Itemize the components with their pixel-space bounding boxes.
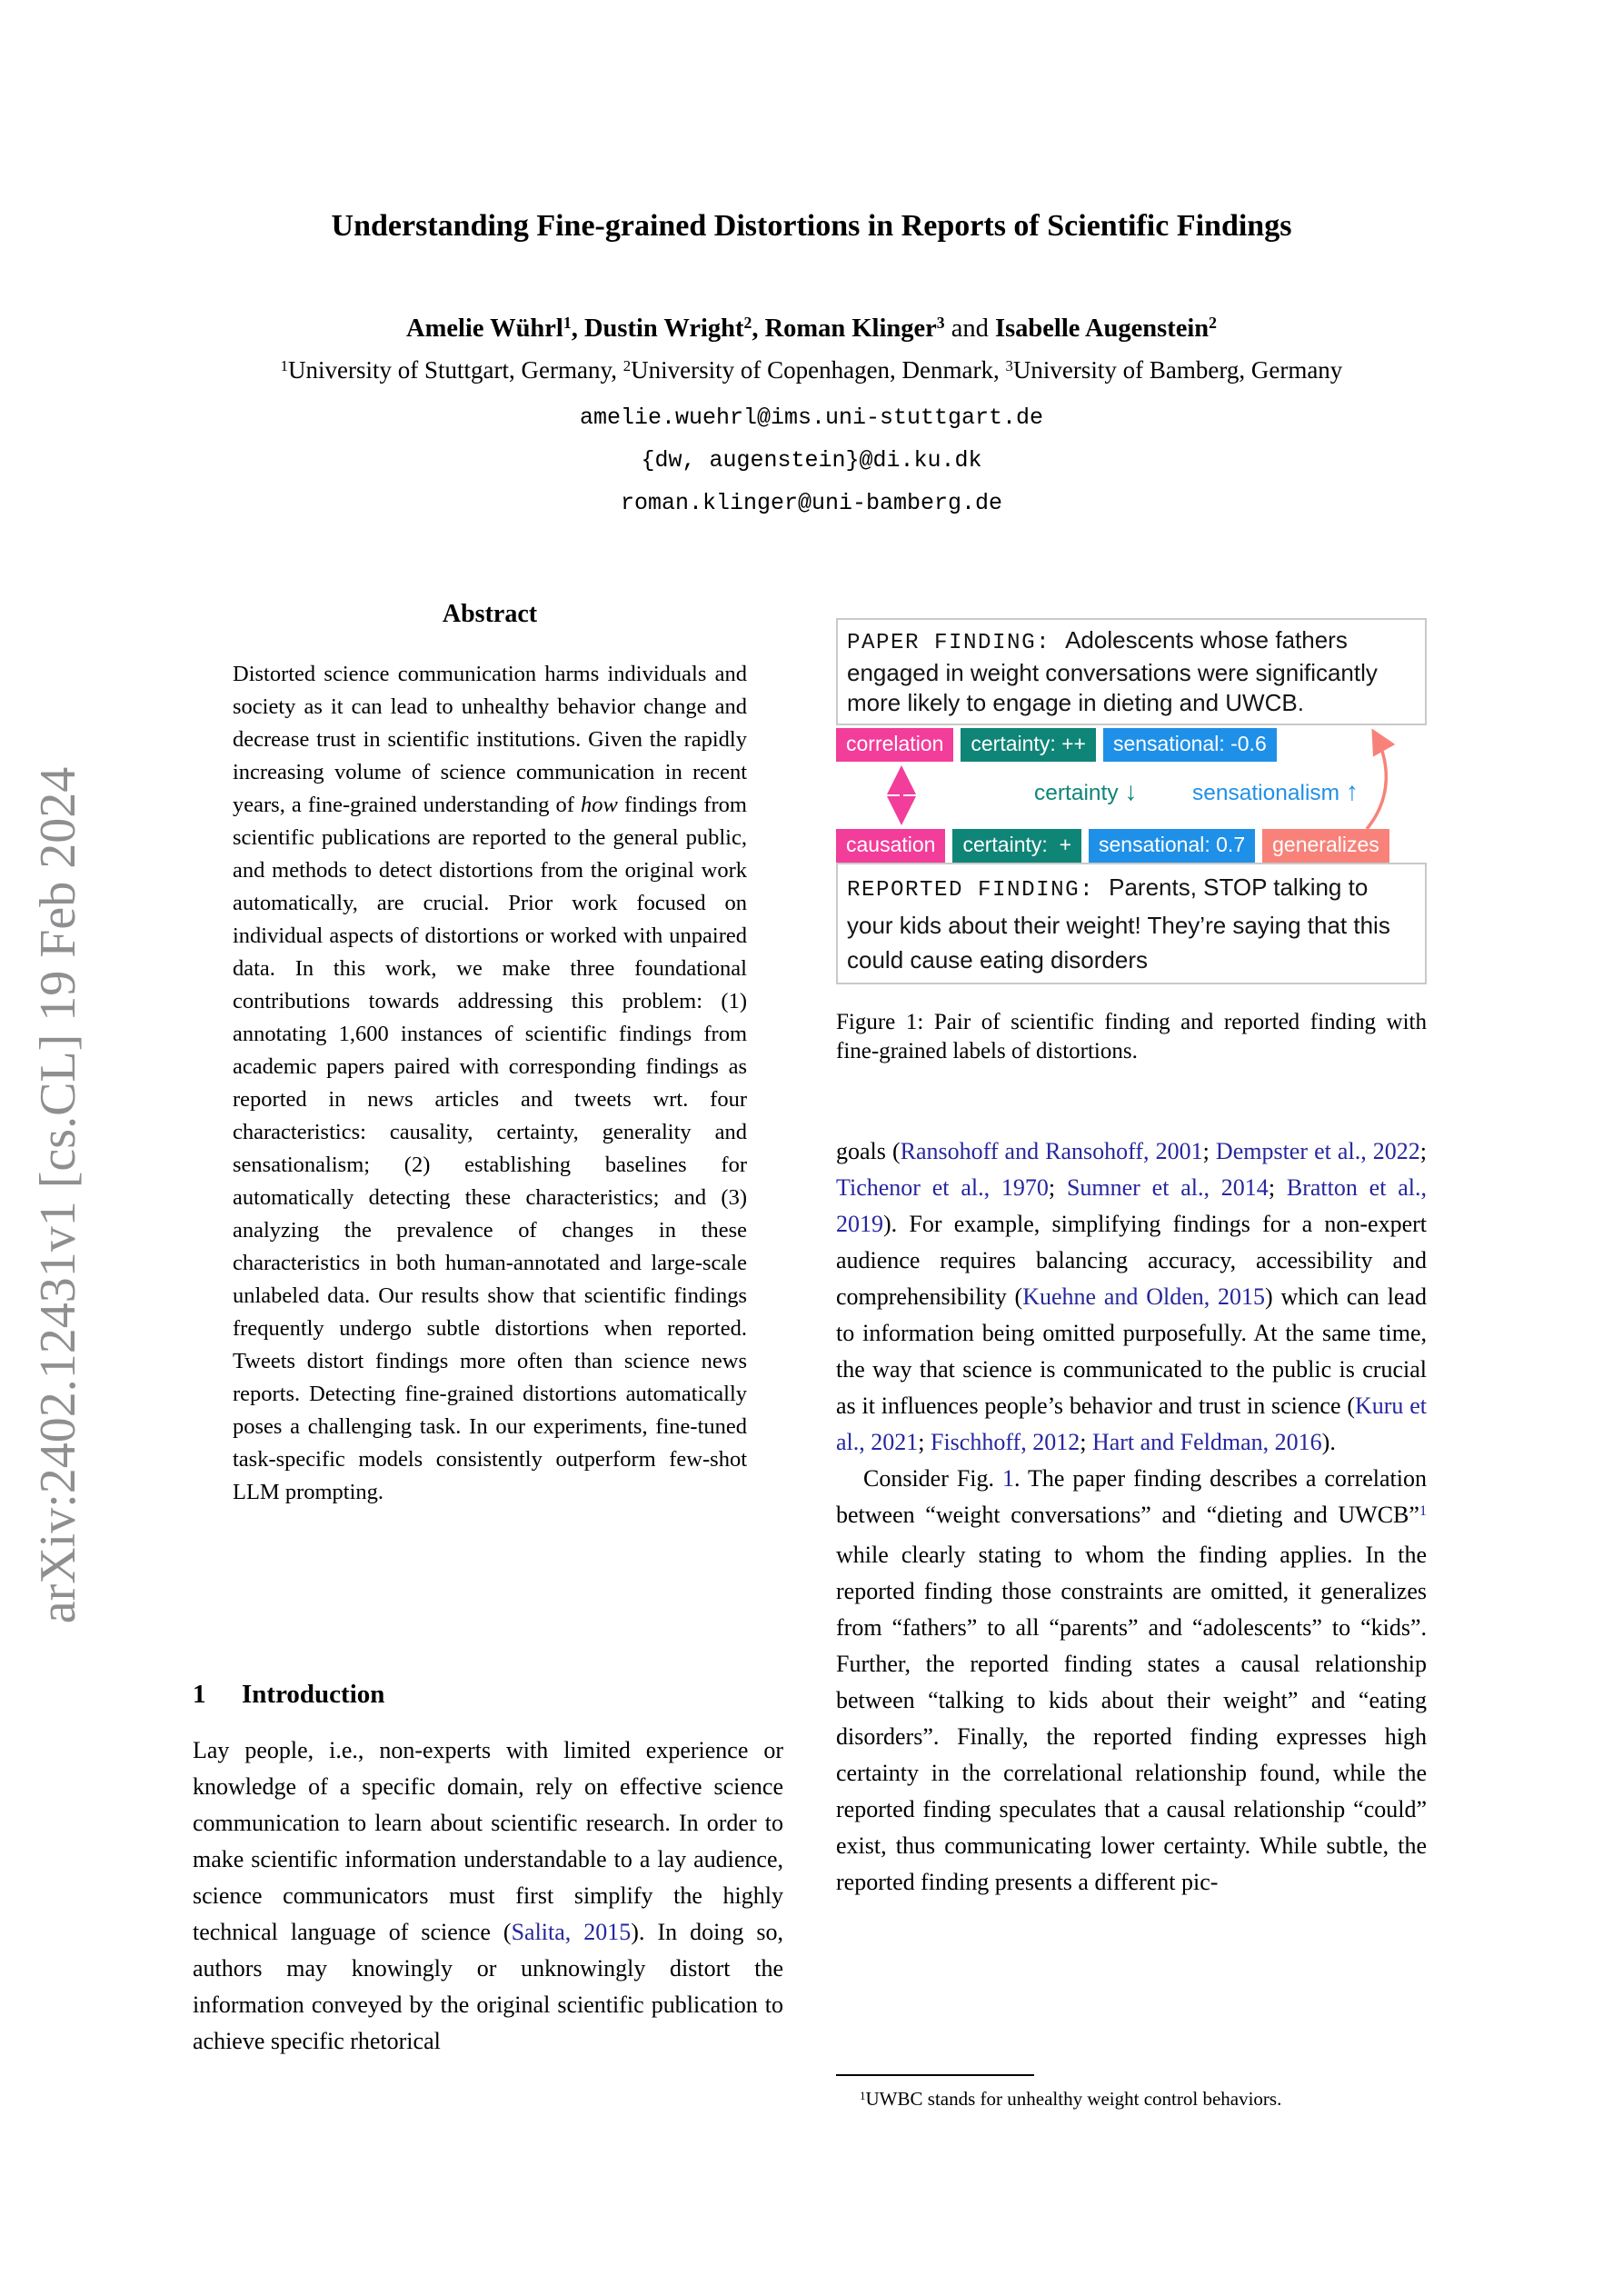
text-segment: Adolescents whose fathers engaged in weight conversations were significantly more likely to engage in dieting and UWCB.	[847, 626, 1378, 716]
author-line	[0, 314, 1623, 344]
certainty-label-text: certainty	[1034, 781, 1119, 805]
citation-link[interactable]: Tichenor et al., 1970	[836, 1174, 1049, 1201]
email-line-1: amelie.wuehrl@ims.uni-stuttgart.de	[579, 404, 1044, 431]
text-segment: goals (	[836, 1138, 901, 1164]
arrow-up-icon: ↑	[1345, 776, 1359, 805]
text-segment: ;	[1048, 1174, 1067, 1201]
superscript-text: 2	[1209, 314, 1217, 333]
text-segment: and	[944, 314, 995, 343]
text-segment: Consider Fig.	[863, 1465, 1002, 1492]
superscript-text: 3	[936, 314, 945, 333]
superscript-text: 1	[563, 314, 572, 333]
citation-link[interactable]: 1	[1419, 1502, 1427, 1519]
paper-title: Understanding Fine-grained Distortions in Reports of Scientific Findings	[331, 209, 1292, 243]
arrow-down-icon: ↓	[1124, 776, 1138, 805]
email-line-2: {dw, augenstein}@di.ku.dk	[641, 447, 982, 474]
text-segment: ). For example, simplifying findings for a non-expert audience requires balancing accuracy, accessibility and comprehensibility (	[836, 1211, 1427, 1310]
abstract-heading: Abstract	[442, 600, 538, 628]
tag-causation: causation	[836, 829, 945, 863]
tag-certainty: certainty: ++	[961, 728, 1096, 762]
paper-finding-box	[836, 618, 1427, 725]
generalizes-arrow-icon	[1327, 722, 1409, 876]
citation-link[interactable]: Bratton et al., 2019	[836, 1174, 1427, 1237]
text-segment: findings from scientific publications are reported to the general public, and methods to detect distortions from the original work automatically, are crucial. Prior work focused on individual aspects of distortions or worked with unpaired data. In this work, we make three foundational contributions towards addressing this problem: (1) annotating 1,600 instances of scientific findings from academic papers paired with corresponding findings as reported in news articles and tweets wrt. four characteristics: causality, certainty, generality and sensationalism; (2) establishing baselines for automatically detecting these characteristics; and (3) analyzing the prevalence of changes in these characteristics in both human-annotated and large-scale unlabeled data. Our results show that scientific findings frequently undergo subtle distortions when reported. Tweets distort findings more often than science news reports. Detecting fine-grained distortions automatically poses a challenging task. In our experiments, fine-tuned task-specific models consistently outperform few-shot LLM prompting.	[233, 793, 747, 1504]
text-segment: Distorted science communication harms individuals and society as it can lead to unhealthy behavior change and decrease trust in scientific institutions. Given the rapidly increasing volume of science communication in recent years, a fine-grained understanding of	[233, 662, 747, 817]
text-segment: University of Bamberg, Germany	[1012, 356, 1343, 384]
text-segment: Lay people, i.e., non-experts with limited experience or knowledge of a specific domain, rely on effective science communication to learn about scientific research. In order to make scientific information understandable to a lay audience, science communicators must first simplify the highly technical language of science (	[193, 1737, 783, 1945]
text-segment: how	[581, 793, 618, 817]
text-segment: ;	[1268, 1174, 1287, 1201]
citation-link[interactable]: 1	[1002, 1465, 1014, 1492]
arxiv-watermark: arXiv:2402.12431v1 [cs.CL] 19 Feb 2024	[30, 766, 86, 1624]
footnote-marker: 1	[860, 2088, 866, 2102]
sensationalism-label-text: sensationalism	[1192, 781, 1340, 805]
right-column-text	[836, 1133, 1427, 1901]
tag-sensational-0-6: sensational: -0.6	[1103, 728, 1277, 762]
footnote-text: UWBC stands for unhealthy weight control behaviors.	[865, 2088, 1282, 2110]
section-number: 1	[193, 1680, 206, 1709]
text-segment: ;	[1202, 1138, 1216, 1164]
citation-link[interactable]: Kuehne and Olden, 2015	[1022, 1283, 1266, 1310]
figure-1-caption: Figure 1: Pair of scientific finding and reported finding with fine-grained labels of distortions.	[836, 1010, 1427, 1063]
distortion-arrows-area	[836, 762, 1427, 829]
text-segment: ).	[1321, 1429, 1336, 1455]
text-segment: ;	[1419, 1138, 1428, 1164]
text-segment: ;	[1080, 1429, 1092, 1455]
text-segment: PAPER FINDING:	[847, 631, 1066, 655]
text-segment: Isabelle Augenstein	[995, 314, 1210, 343]
text-segment: ;	[918, 1429, 931, 1455]
citation-link[interactable]: Dempster et al., 2022	[1215, 1138, 1420, 1164]
text-segment: Amelie Wührl	[406, 314, 563, 343]
citation-link[interactable]: Kuru et al., 2021	[836, 1393, 1427, 1455]
superscript-text: 3	[1005, 356, 1013, 374]
right-paragraph-1	[836, 1133, 1427, 1461]
text-segment: ,	[571, 314, 584, 343]
citation-link[interactable]: Sumner et al., 2014	[1066, 1174, 1269, 1201]
reported-finding-box	[836, 863, 1427, 984]
introduction-paragraph	[193, 1732, 783, 2060]
tag-certainty: certainty: +	[952, 829, 1081, 863]
citation-link[interactable]: Salita, 2015	[511, 1919, 632, 1945]
section-title: Introduction	[242, 1680, 385, 1709]
email-block	[0, 396, 1623, 524]
superscript-text: 1	[280, 356, 289, 374]
figure-1	[836, 618, 1427, 1066]
tag-generalizes: generalizes	[1262, 829, 1389, 863]
tag-correlation: correlation	[836, 728, 953, 762]
footnote-rule	[836, 2074, 1034, 2076]
section-heading-introduction	[193, 1680, 384, 1710]
affiliation-line	[0, 356, 1623, 384]
right-paragraph-2	[836, 1461, 1427, 1901]
text-segment: . The paper finding describes a correlation between “weight conversations” and “dieting and UWCB”	[836, 1465, 1427, 1528]
superscript-text: 2	[622, 356, 632, 374]
text-segment: Roman Klinger	[764, 314, 937, 343]
email-line-3: roman.klinger@uni-bamberg.de	[620, 490, 1003, 516]
text-segment: Dustin Wright	[583, 314, 744, 343]
certainty-decrease-label	[1034, 776, 1137, 806]
text-segment: Parents, STOP talking to your kids about their weight! They’re saying that this could cause eating disorders	[847, 873, 1390, 973]
text-segment: ,	[752, 314, 765, 343]
superscript-text: 2	[743, 314, 752, 333]
text-segment: REPORTED FINDING:	[847, 878, 1110, 903]
citation-link[interactable]: Ransohoff and Ransohoff, 2001	[900, 1138, 1203, 1164]
footnote	[836, 2087, 1427, 2113]
causality-change-arrow-icon	[889, 764, 916, 827]
tag-sensational-0-7: sensational: 0.7	[1089, 829, 1255, 863]
abstract-body	[233, 658, 747, 1509]
text-segment: ) which can lead to information being omitted purposefully. At the same time, the way that science is communicated to the public is crucial as it influences people’s behavior and trust in science (	[836, 1283, 1427, 1419]
text-segment: University of Copenhagen, Denmark,	[631, 356, 1006, 384]
citation-link[interactable]: Fischhoff, 2012	[931, 1429, 1080, 1455]
text-segment: University of Stuttgart, Germany,	[288, 356, 623, 384]
text-segment: ). In doing so, authors may knowingly or unknowingly distort the information conveyed by the original scientific publication to achieve specific rhetorical	[193, 1919, 783, 2054]
citation-link[interactable]: Hart and Feldman, 2016	[1091, 1429, 1322, 1455]
text-segment: while clearly stating to whom the finding applies. In the reported finding those constraints are omitted, it generalizes from “fathers” to all “parents” and “adolescents” to “kids”. Further, the reported finding states a causal relationship between “talking to kids about their weight” and “eating disorders”. Finally, the reported finding expresses high certainty in the correlational relationship found, while the reported finding speculates that a causal relationship “could” exist, thus communicating lower certainty. While subtle, the reported finding presents a different pic-	[836, 1542, 1427, 1895]
